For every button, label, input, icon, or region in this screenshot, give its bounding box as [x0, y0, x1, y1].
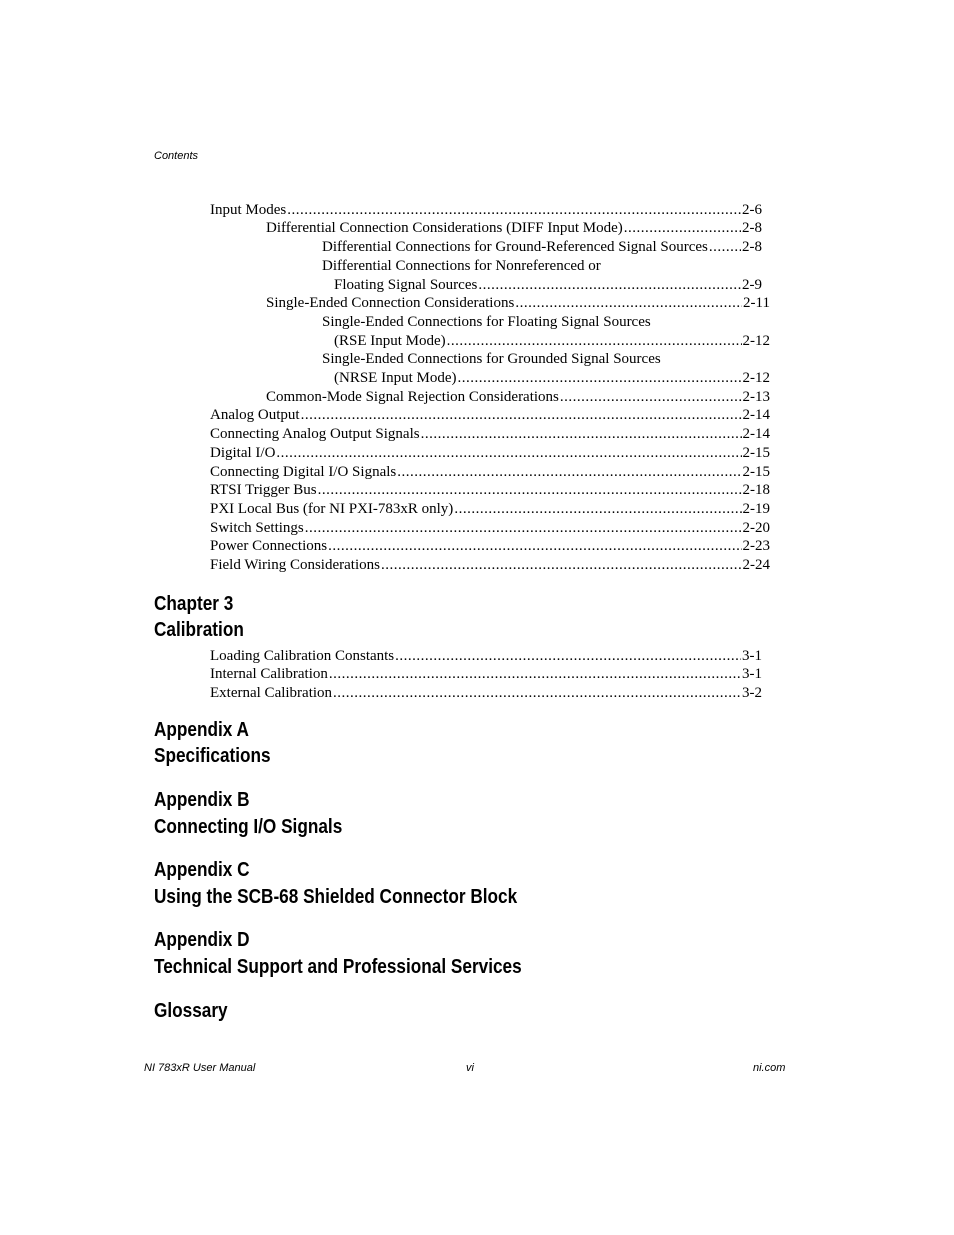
appendix-a-label[interactable]: Appendix A: [154, 719, 249, 741]
appendix-a-title[interactable]: Specifications: [154, 745, 271, 767]
toc-entry[interactable]: [210, 647, 762, 665]
toc-entry-title: (RSE Input Mode): [334, 333, 446, 349]
toc-entry-title: Loading Calibration Constants: [210, 648, 395, 664]
toc-entry-title: PXI Local Bus (for NI PXI-783xR only): [210, 501, 454, 517]
toc-entry-page: 2-19: [742, 501, 770, 517]
toc-entry-title: Differential Connections for Ground-Referenced Signal Sources: [322, 239, 708, 255]
running-head: Contents: [154, 150, 199, 162]
toc-entry-page: 2-18: [742, 482, 770, 498]
chapter3-title[interactable]: Calibration: [154, 619, 244, 641]
toc-entry-title: Power Connections: [210, 538, 328, 554]
toc-entry-page: 2-12: [742, 370, 770, 386]
footer-page-number: vi: [466, 1062, 474, 1074]
toc-entry-title: Analog Output: [210, 407, 300, 423]
toc-entry-title: Field Wiring Considerations: [210, 557, 380, 573]
toc-entry-title: (NRSE Input Mode): [334, 370, 457, 386]
toc-entry[interactable]: [334, 369, 770, 387]
toc-entry[interactable]: [210, 406, 770, 424]
toc-entry[interactable]: [322, 238, 762, 256]
toc-entry-title: Internal Calibration: [210, 666, 328, 682]
toc-entry-title: Floating Signal Sources: [334, 277, 478, 293]
toc-entry-page: 2-8: [742, 220, 762, 236]
toc-entry[interactable]: [210, 500, 770, 518]
toc-entry[interactable]: [266, 294, 770, 312]
toc-entry[interactable]: [266, 388, 770, 406]
toc-entry-title: Switch Settings: [210, 520, 304, 536]
footer-manual-title: NI 783xR User Manual: [144, 1062, 256, 1074]
toc-entry-page: 2-6: [742, 202, 762, 218]
appendix-d-title[interactable]: Technical Support and Professional Services: [154, 956, 522, 978]
appendix-c-label[interactable]: Appendix C: [154, 859, 250, 881]
toc-entry-title: Connecting Digital I/O Signals: [210, 464, 397, 480]
toc-entry-page: 2-8: [742, 239, 762, 255]
appendix-b-label[interactable]: Appendix B: [154, 789, 250, 811]
toc-entry-page: 2-11: [743, 295, 770, 311]
toc-entry-title: Input Modes: [210, 202, 287, 218]
toc-entry-page: 3-1: [742, 648, 762, 664]
toc-entry-title: Digital I/O: [210, 445, 276, 461]
appendix-d-label[interactable]: Appendix D: [154, 929, 250, 951]
toc-entry-page: 2-14: [742, 407, 770, 423]
toc-entry-title-line[interactable]: Single-Ended Connections for Floating Signal Sources: [322, 314, 651, 330]
toc-entry-page: 2-12: [742, 333, 770, 349]
toc-entry-title: External Calibration: [210, 685, 333, 701]
toc-entry[interactable]: [210, 463, 770, 481]
toc-entry-page: 3-2: [742, 685, 762, 701]
toc-entry[interactable]: [210, 481, 770, 499]
toc-entry-title: Single-Ended Connection Considerations: [266, 295, 515, 311]
toc-entry[interactable]: [210, 556, 770, 574]
toc-entry-title-line[interactable]: Single-Ended Connections for Grounded Signal Sources: [322, 351, 661, 367]
toc-entry[interactable]: [266, 219, 762, 237]
appendix-b-title[interactable]: Connecting I/O Signals: [154, 816, 343, 838]
toc-entry[interactable]: [210, 201, 762, 219]
toc-entry[interactable]: [210, 684, 762, 702]
toc-entry-page: 2-23: [742, 538, 770, 554]
toc-entry-page: 3-1: [742, 666, 762, 682]
toc-entry-title: RTSI Trigger Bus: [210, 482, 317, 498]
toc-entry-page: 2-14: [742, 426, 770, 442]
toc-entry-page: 2-15: [742, 464, 770, 480]
toc-entry-title: Differential Connection Considerations (DIFF Input Mode): [266, 220, 623, 236]
toc-entry[interactable]: [210, 444, 770, 462]
toc-entry-title: Connecting Analog Output Signals: [210, 426, 420, 442]
toc-entry-title-line[interactable]: Differential Connections for Nonreferenced or: [322, 258, 601, 274]
footer-website: ni.com: [753, 1062, 786, 1074]
toc-entry[interactable]: [334, 276, 762, 294]
toc-entry[interactable]: [210, 519, 770, 537]
toc-entry-page: 2-13: [742, 389, 770, 405]
toc-entry[interactable]: [210, 537, 770, 555]
toc-entry-title: Common-Mode Signal Rejection Considerations: [266, 389, 559, 405]
toc-entry-page: 2-20: [742, 520, 770, 536]
toc-entry[interactable]: [210, 665, 762, 683]
toc-entry[interactable]: [334, 332, 770, 350]
toc-entry-page: 2-24: [742, 557, 770, 573]
toc-entry-page: 2-9: [742, 277, 762, 293]
toc-entry-page: 2-15: [742, 445, 770, 461]
chapter3-number[interactable]: Chapter 3: [154, 593, 234, 615]
appendix-c-title[interactable]: Using the SCB-68 Shielded Connector Block: [154, 886, 518, 908]
toc-entry[interactable]: [210, 425, 770, 443]
glossary-heading[interactable]: Glossary: [154, 1000, 228, 1022]
